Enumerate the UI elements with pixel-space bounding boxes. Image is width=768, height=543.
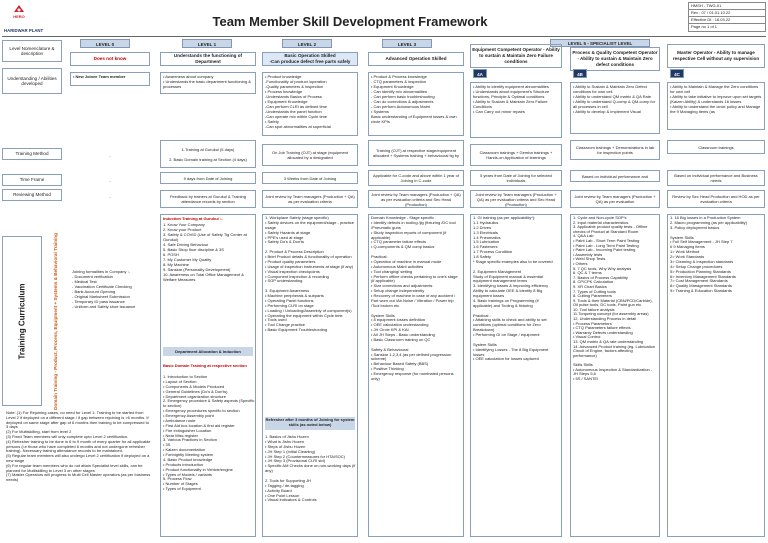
basic-domain-title: Basic Domain Training at respective section bbox=[163, 363, 247, 368]
header-rule bbox=[2, 36, 766, 37]
level-3-curriculum: Domain Knowledge - Stage specific • Identify defects in tooling /jig (fixturing /DC tool /Pneumatic guns • Study inspection reports of component (if applicable) • CTQ parameter failure effects • Q-components & QM comp basics Practical: • Operation of machine in manual mode • Autonomous Maint activities • Tool changing/ setting • Perform offline checks pertaining to one's stage (if applicable) • Size corrections and adjustments • Setup change independently • Recovery of machine in case of any accident / Part worn out /Ab.Noise / Vibration / Power trip /Tool broken etc System Skills • 8 equipment losses definition • OEE calculation understanding • JH Circle KPI & KAI • All JH Steps - Basic understanding • Basic Classroom training on QC Safety & Behavioural • Sanskar 1,2,3,4 (as per defined progression scheme) • Behaviour Based Safety (BBS) • Positive Thinking • Emergency response (for nominated persons only) bbox=[368, 214, 464, 537]
level-3-understanding: • Product & Process knowledge - CTQ parameters & inspection • Equipment Knowledge - Can identify m/c abnormalities - Can perform basic troubleshooting - Can do corrections & adjustments - Can perform Autonomous Maint • Systems Basic understanding of Equipment losses & own circle KPIs bbox=[368, 72, 464, 136]
level-4b-understanding: • Ability to Sustain & Maintain Zero Defect conditions for own cell • Ability to understand QM matrix & QA Rate • Ability to understand Q-comp & QM-comp for all processes in cell • Ability to develop & implement Visual bbox=[570, 82, 660, 134]
meta-line: HMSH - TWG-01 bbox=[689, 3, 765, 10]
level-2-time: 3 Weeks from Date of Joining bbox=[262, 172, 358, 184]
level-5-curriculum: 1. 16 Big losses in a Production System 2. Macro programming (as per applicability) 3. Policy deployment basics System Skills • Full Self Management - JH Step 7 # 9 Managing items 1> Work Method 2> Work Standards 3> Cleaning & Inspection standards 4> Setup Change procedures 5> Production Planning Standards 6> Inventory Management Standards 7> Cost Management Standards 8> Quality Management Standards 9> Training & Education Standards bbox=[667, 214, 765, 537]
level-2-header: LEVEL 2 bbox=[282, 39, 332, 48]
level-0-title: Does not know bbox=[70, 52, 150, 66]
badge-4a: 4A bbox=[473, 69, 487, 78]
level-0-method: - bbox=[70, 148, 150, 162]
page-title: Team Member Skill Development Framework bbox=[212, 14, 488, 29]
level-2-jh-training: 1. Basics of Jishu Hozen • What is Jishu Hozen • Steps of Jishu Hozen • JH Step 1 (Initial Cleaning) • JH Step 2 (Countermeasures for HTA/SOC) • JH Step 3 (Provisional CLRI std) • Specific AM Checks done on non-working days (if any) 2. Tools for Supporting JH • Tagging / de-tagging • Activity Board • One Point Lesson • Visual Indicators & Controls bbox=[265, 434, 356, 503]
level-4a-understanding: • Ability to identify equipment abnormalities • Understands about equipment's Structure functions, Principle & Optimal conditions • Ability to Sustain & Maintain Zero Failure Conditions • Can Carry out minor repairs bbox=[470, 82, 562, 138]
level-5-header: LEVEL 5 - SPECIALIST LEVEL bbox=[550, 39, 650, 47]
badge-4c: 4C bbox=[670, 69, 684, 78]
logo bbox=[6, 4, 32, 26]
level-2-review: Joint review by Team managers (Production + QA) as per evaluation criteria bbox=[262, 190, 358, 208]
row-label-understanding: Understanding / Abilities developed bbox=[2, 68, 62, 94]
meta-line: Effective Dt : 16.03.22 bbox=[689, 17, 765, 24]
level-4a-curriculum: 1. GI training (as per applicability*): 1.1 Hydraulics 1.2 Drives 1.3 Electricals 1.4 Pneumatics 1.5 Lubrication 1.6 Fasteners 1.7 Process Condition 1.8 Safety * Stage specific examples also to be covered 2. Equipment Management Study of Equipment manual & essential equipment management terms 3. Identifying losses & improving efficiency Ability to calculate OEE & identify 8 Big equipment losses 4. Basic trainings on Programming (if applicable) and Tooling & fixturing Practical : • Attaining skills to check and ability to set conditions (optimal conditions for Zero Breakdown) • Performing GI on Stage / equipment System Skills • Identifying Losses - The 8 Big Equipment losses • OEE calculation for losses captured bbox=[470, 214, 562, 537]
level-2-understanding: • Product knowledge -Functionality of product /operation -Quality parameters & inspection • Process knowledge -Understands Basics of Process • Equipment Knowledge -Can perform CLRI as defined time -Understands the panel function -Can operate m/c within Cycle time • Safety -Can spot abnormalities at superficial bbox=[262, 72, 358, 136]
doc-meta bbox=[688, 2, 766, 32]
level-1-time: 9 days from Date of Joining bbox=[160, 172, 256, 184]
level-4a-title: Equipment Competent Operator - Ability to sustain & Maintain Zero Failure conditions bbox=[470, 44, 562, 68]
level-3-title: Advanced Operation Skilled bbox=[368, 52, 464, 66]
refresher-banner: Refresher after 3 months of Joining for system skills (as noted below) bbox=[265, 417, 355, 430]
level-4c-time: Based on individual performance and Business needs bbox=[667, 170, 765, 186]
level-4b-title: Process & Quality Competent Operator - Ability to sustain & Maintain Zero defect conditions bbox=[570, 47, 660, 71]
training-curriculum-label bbox=[2, 236, 42, 406]
dept-allocation-banner: Department Allocation & Induction bbox=[163, 347, 253, 356]
level-3-time: Applicable for C-code and above within 1 year of Joining in C-code bbox=[368, 170, 464, 186]
badge-4b: 4B bbox=[573, 69, 587, 78]
level-4b-review: Joint review by Team managers (Production + QA) as per evaluation bbox=[570, 190, 660, 208]
row-label-time-frame: Time Frame bbox=[2, 174, 62, 186]
level-2-method: On Job Training (OJT) at stage (equipment allocated by a designated bbox=[262, 144, 358, 166]
level-0-review: - bbox=[70, 190, 150, 202]
level-1-header: LEVEL 1 bbox=[182, 39, 232, 48]
joining-formalities: Joining formalities in Company :- - Document verification - Medical Test - Vaccination Certificate Checking - Bank Account Opening - Original Marksheet Submission - Temporary ID pass issuance - Uniform and Safety shoe issuance bbox=[70, 268, 156, 314]
induction-title: Induction Training at Gurukul :- bbox=[163, 216, 223, 221]
notes-panel: Note: (1) For Rejoining cases, no need for Level 1. Training to be started from Level 2 if deployed on a different stage / if gap between rejoining is >6 months. If deployed on same stage after gap of 6 months then training to be compressed to 3 days (2) For Multiskilling, start from level 2 (3) Fixed Team members will only complete upto Level 2 certification. (4) Refresher training to be done in 6 to 9 month of every quarter for all applicable persons (i.e those who have completed 6 months and not undergone refresher training). Necessary training attendance records to be maintained. (5) Regular team members will also undergo Level 2 certification if deployed on a new stage (6) For regular team members who do not attain Specialist level skills, can be planned for Multiskilling to Level 3 on other stages (7) Master Operators will progress to Multi Cell Master operators (as per business needs) bbox=[4, 410, 154, 537]
level-4a-method: Classroom trainings + Gemba trainings + Hands-on Application of learnings bbox=[470, 144, 562, 166]
level-0-understanding: • New Joinee Team member bbox=[70, 72, 150, 86]
domain-title: Domain Training - Product, Process, Equipment + Systems & Behavioral Training bbox=[52, 232, 58, 410]
level-4a-review: Joint review by Team managers (Production + QA) as per evaluation criteria and Sec Head (Production) bbox=[470, 190, 562, 208]
hero-logo-icon bbox=[12, 4, 26, 14]
level-0-header: LEVEL 0 bbox=[80, 39, 130, 48]
curriculum-title: Training Curriculum bbox=[17, 282, 27, 360]
level-4c-title: Master Operator - Ability to manage respective Cell without any supervision bbox=[667, 44, 765, 68]
level-4b-method: Classroom trainings + Demonstrations in lab for inspection points bbox=[570, 140, 660, 160]
logo-text: HERO bbox=[13, 14, 25, 19]
row-label-level: Level Nomenclature & description bbox=[2, 40, 62, 62]
basic-domain-list: 1. Introduction to Section • Layout of Section • Components & Models Produced • General Guidelines (Do's & Don'ts) • Department organization structure 2. Emergency procedure & Safety aspects (Specific to section) • Emergency procedures specific to section • Emergency Assembly point • Ambulance route • First Aid box location & first aid register • Fire extinguisher Location • Near Miss register 3. Various Practices in Section • 3S • Kaizen documentation • Fortnightly Meeting system 4. Basic Product knowledge • Products introduction • Product functionality in Vehicle/engine • Types of Models / variants 5. Process Flow • Number of Stages • Types of Equipment bbox=[163, 374, 255, 492]
meta-line: Page no 1 of 1 bbox=[691, 24, 718, 29]
level-2-stage-training: 1. Workplace Safety (stage specific) • Safety devices on the equipment/stage - practice usage • Safety Hazards at stage • PPE's used at stage • Safety Do's & Don'ts 2. Product & Process Description • Brief Product details & functionality of operation • Product quality parameters • Usage of inspection instruments at stage (if any) • Visual inspection checkpoints • Component inspection & recording • SOP understanding 3. Equipment Awareness • Machine peripherals & subparts • Operating Panel functions • Performing CLRI on stage • Loading / Unloading/Assembly of component(s) • Operating the equipment within Cycle time • Tools used • Tool Change practice • Basic Equipment Troubleshooting bbox=[265, 215, 355, 333]
level-4b-curriculum: 1. Cycle and Non-cycle SOP's 2. Input material characteristics 3. Applicable product quality tests - Offline checks of Product at Standard Room 4. Q&A Lab • Paint Lab - Short Term Paint Testing • Paint Lab - Long Term Paint Testing • Paint Lab - Incoming Paint testing • Assembly tests • Weld Shop Tests • Others 5. 7 QC tools, Why Why analysis 6. QC & 7 terms 7. Basics of Process Capability 8. CP/CPK Calculation 9. XR Chart Basics 7. Types of Cutting tools 8. Cutting Parameters 9. Tools & their Material (CBN/PCD/Carbide), Oil pulse tools, DC tools, Paint gun etc 10. Tool failure analysis 11.Torqueing concept (for assembly areas) 12. Understanding Process in detail • Process Parameters • CTQ Parameters failure effects • Warranty Defects understanding • Visual Control 13. QM matrix & QA rate understanding 14. Advanced Product training (eg. Lubrication Circuit of Engine, factors affecting performance) Skills Skills • Autonomous Inspection & Standardization - JH Steps 5,6 • 5S / SANTEI bbox=[570, 214, 660, 537]
level-4b-time: Based on individual performance and bbox=[570, 170, 660, 182]
level-4a-time: 5 years from Date of Joining for selected individuals bbox=[470, 170, 562, 186]
level-1-method: 1.Training at Gurukul (5 days) 2. Basic Domain training at Section (4 days) bbox=[160, 140, 256, 168]
level-1-understanding: • Awareness about company • Understands the basic department functioning & processes bbox=[160, 72, 256, 94]
induction-list: 1. Know Your Company 2. Know your Product 3. Safety & COVID (Use of Safety Tig Center at Gurukul) 4. Safe Driving Behaviour 5. Basic Shop floor discipline & 3S 6. POSH 7. My Customer My Quality 8. My Machine 9. Sanskar (Personality Development) 10. Awareness on Total Office Management & Welfare Measures bbox=[163, 222, 247, 282]
row-label-training-method: Training Method bbox=[2, 148, 62, 160]
level-4c-understanding: • Ability to Maintain & Manage the Zero conditions for own cell • Ability to take initiative to improve upon set targets (Kaizen Ability) & understands 16 losses • Ability to understand the circle policy and Manage the 9 Managing items (as bbox=[667, 82, 765, 130]
level-4c-method: Classroom trainings bbox=[667, 140, 765, 154]
meta-line: Rev : 07 / 01.01.10.22 bbox=[689, 10, 765, 17]
row-label-reviewing: Reviewing Method bbox=[2, 189, 62, 201]
level-1-title: Understands the functioning of Department bbox=[160, 52, 256, 66]
level-4c-review: Review by Sec Head Production and HOD as per evaluation criteria bbox=[667, 190, 765, 208]
domain-label bbox=[44, 232, 66, 410]
level-0-time: - bbox=[70, 174, 150, 186]
level-1-review: Feedback by trainers at Gurukul & Training attendance records by section bbox=[160, 190, 256, 208]
level-3-review: Joint review by Team managers (Production + QA) as per evaluation criteria and Sec Head (Production) bbox=[368, 190, 464, 208]
level-2-title: Basic Operation Skilled -Can produce defect free parts safely bbox=[262, 52, 358, 66]
level-2-curriculum bbox=[262, 214, 358, 537]
level-3-header: LEVEL 3 bbox=[382, 39, 432, 48]
plant-name: HARIDWAR PLANT bbox=[4, 28, 44, 33]
level-1-curriculum bbox=[160, 214, 256, 537]
level-3-method: Training (OJT) at respective stage/equipment allocated + Systems training + behavioural tig by bbox=[368, 140, 464, 166]
